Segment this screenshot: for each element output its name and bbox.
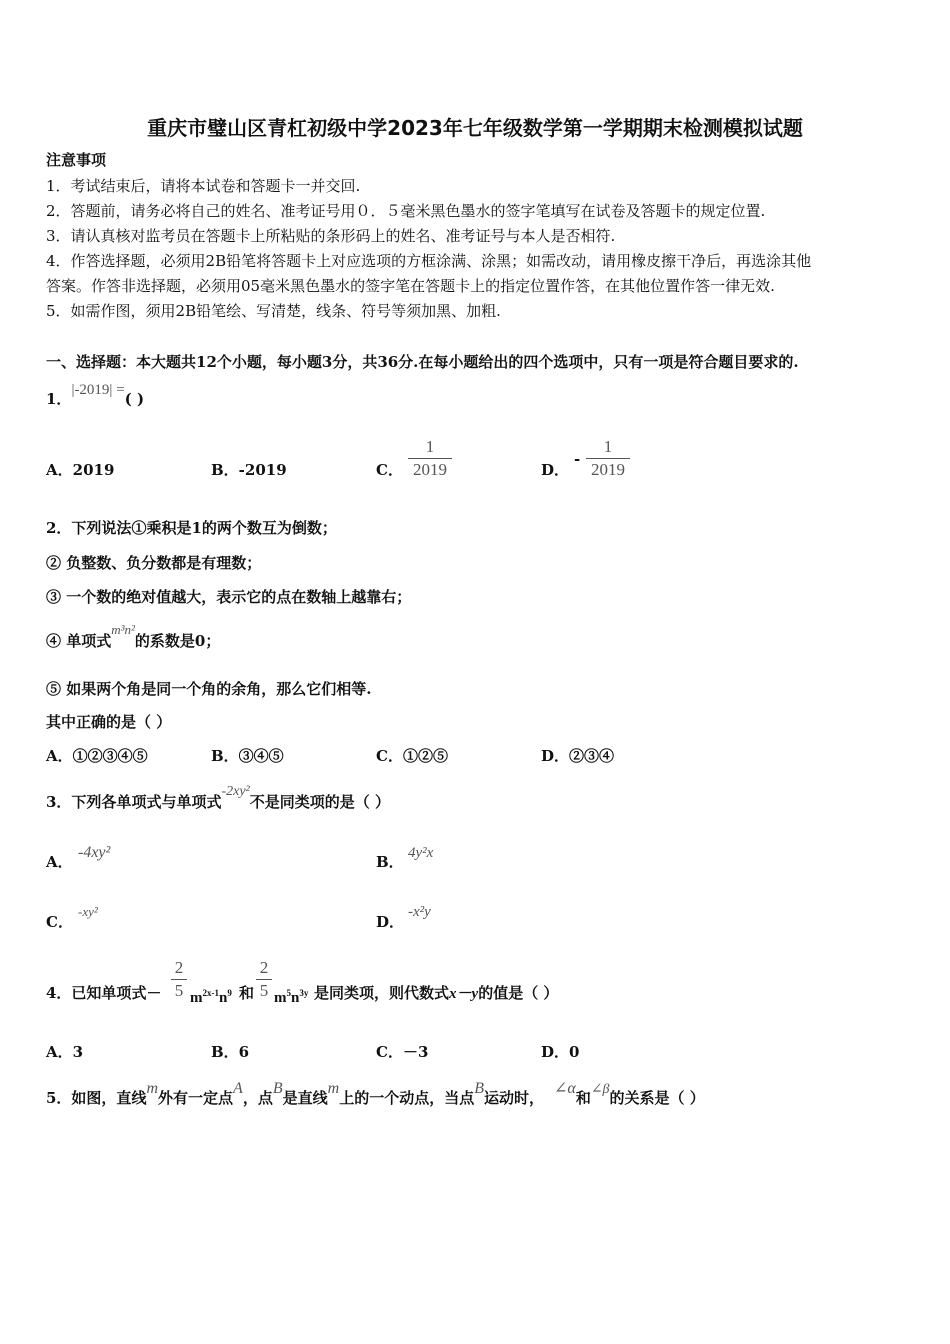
q5-stem [46, 1080, 705, 1110]
q2-option-d: D．②③④ [541, 747, 615, 765]
q3-option-c-math: -xy² [78, 904, 98, 919]
q2-statement: ⑤ 如果两个角是同一个角的余角，那么它们相等. [46, 680, 372, 698]
q3-option-a-label: A． [46, 853, 73, 871]
q3-stem [46, 784, 390, 814]
abs-expression: |-2019| = [71, 382, 125, 398]
q3-option-b-label: B． [376, 853, 404, 871]
q4-stem-middle [314, 983, 558, 1004]
q4-stem-start: 4．已知单项式－ [46, 984, 162, 1002]
q1-option-b: B．-2019 [211, 461, 287, 479]
section-heading: 一、选择题：本大题共12个小题，每小题3分，共36分.在每小题给出的四个选项中，只有一项是符合题目要求的. [46, 353, 799, 371]
stem-text: 是同类项，则代数式 [314, 984, 450, 1002]
q2-option-b: B．③④⑤ [211, 747, 284, 765]
note-item: 答案。作答非选择题，必须用05毫米黑色墨水的签字笔在答题卡上的指定位置作答，在其他位置作答一律无效. [46, 277, 775, 295]
point-label: A [233, 1080, 243, 1097]
note-item: 1．考试结束后，请将本试卷和答题卡一并交回. [46, 177, 361, 195]
q1-option-d-fraction [586, 436, 630, 481]
q2-ask: 其中正确的是（ ） [46, 713, 172, 731]
q4-option-d: D．0 [541, 1043, 580, 1061]
q2-option-a: A．①②③④⑤ [46, 747, 148, 765]
fraction-numerator: 1 [425, 437, 435, 456]
notes-heading: 注意事项 [46, 151, 107, 169]
stem-text: 和 [575, 1089, 591, 1107]
fraction-denominator: 5 [174, 981, 184, 1000]
question-1 [46, 382, 145, 410]
fraction-numerator: 2 [259, 958, 269, 977]
q4-fraction-2 [256, 957, 272, 1002]
fraction-numerator: 2 [174, 958, 184, 977]
point-label: B [272, 1080, 283, 1097]
line-label: m [327, 1080, 340, 1097]
q2-statement-4 [46, 622, 221, 652]
q4-term-1: $m^{2x-1}n^9$ [190, 988, 232, 1006]
stem-text: 运动时， [483, 1089, 544, 1107]
stem-text: 5．如图，直线 [46, 1089, 147, 1107]
q4-option-c: C．－3 [376, 1043, 429, 1061]
note-item: 3．请认真核对监考员在答题卡上所粘贴的条形码上的姓名、准考证号与本人是否相符. [46, 227, 616, 245]
q2-stem: 2．下列说法①乘积是1的两个数互为倒数； [46, 519, 337, 537]
page-title: 重庆市璧山区青杠初级中学2023年七年级数学第一学期期末检测模拟试题 [147, 116, 803, 140]
q2-statement: ② 负整数、负分数都是有理数； [46, 554, 262, 572]
q4-term-2: $m^5n^{3y}$ [274, 988, 309, 1006]
q3-option-b-math: 4y²x [408, 845, 434, 861]
angle-beta: ∠β [590, 1082, 610, 1097]
stem-text: 是直线 [282, 1089, 328, 1107]
q1-option-c-fraction [408, 436, 452, 481]
q1-option-a: A．2019 [46, 461, 115, 479]
question-number: 1． [46, 390, 72, 408]
q1-option-d-sign: - [574, 450, 581, 468]
q3-option-c-label: C． [46, 913, 73, 931]
q2-option-c: C．①②⑤ [376, 747, 448, 765]
fraction-denominator: 2019 [413, 460, 447, 479]
q4-option-b: B．6 [211, 1043, 250, 1061]
q4-and: 和 [239, 984, 255, 1002]
statement-text: ④ 单项式 [46, 632, 112, 650]
stem-text: 的关系是（ ） [609, 1089, 705, 1107]
note-item: 2．答题前，请务必将自己的姓名、准考证号用０．５毫米黑色墨水的签字笔填写在试卷及答题卡的规定位置. [46, 202, 766, 220]
stem-text: 的值是（ ） [478, 984, 559, 1002]
fraction-denominator: 2019 [591, 460, 625, 479]
line-label: m [146, 1080, 159, 1097]
point-label: B [474, 1080, 484, 1097]
expression: x－y [449, 986, 479, 1002]
q1-option-c-label: C． [376, 461, 403, 479]
note-item: 4．作答选择题，必须用2B铅笔将答题卡上对应选项的方框涂满、涂黑；如需改动，请用橡皮擦干净后，再选涂其他 [46, 252, 812, 270]
monomial: m³n² [111, 622, 135, 637]
angle-alpha: ∠α [554, 1080, 576, 1097]
q2-statement: ③ 一个数的绝对值越大，表示它的点在数轴上越靠右； [46, 588, 412, 606]
q3-option-d-label: D． [376, 913, 405, 931]
q4-option-a: A．3 [46, 1043, 84, 1061]
stem-text: 上的一个动点，当点 [339, 1089, 475, 1107]
fraction-denominator: 5 [259, 981, 269, 1000]
statement-text: 的系数是0； [134, 632, 221, 650]
answer-paren: ( ) [124, 390, 145, 408]
note-item: 5．如需作图，须用2B铅笔绘、写清楚，线条、符号等须加黑、加粗. [46, 302, 501, 320]
q3-option-a-math: -4xy² [78, 844, 111, 861]
q3-option-d-math: -x²y [408, 904, 431, 920]
stem-text: ，点 [242, 1089, 273, 1107]
fraction-numerator: 1 [603, 437, 613, 456]
stem-text: 外有一定点 [158, 1089, 234, 1107]
monomial: -2xy² [221, 784, 250, 799]
q1-option-d-label: D． [541, 461, 570, 479]
stem-text: 3．下列各单项式与单项式 [46, 793, 222, 811]
stem-text: 不是同类项的是（ ） [249, 793, 390, 811]
q4-fraction-1 [171, 957, 187, 1002]
